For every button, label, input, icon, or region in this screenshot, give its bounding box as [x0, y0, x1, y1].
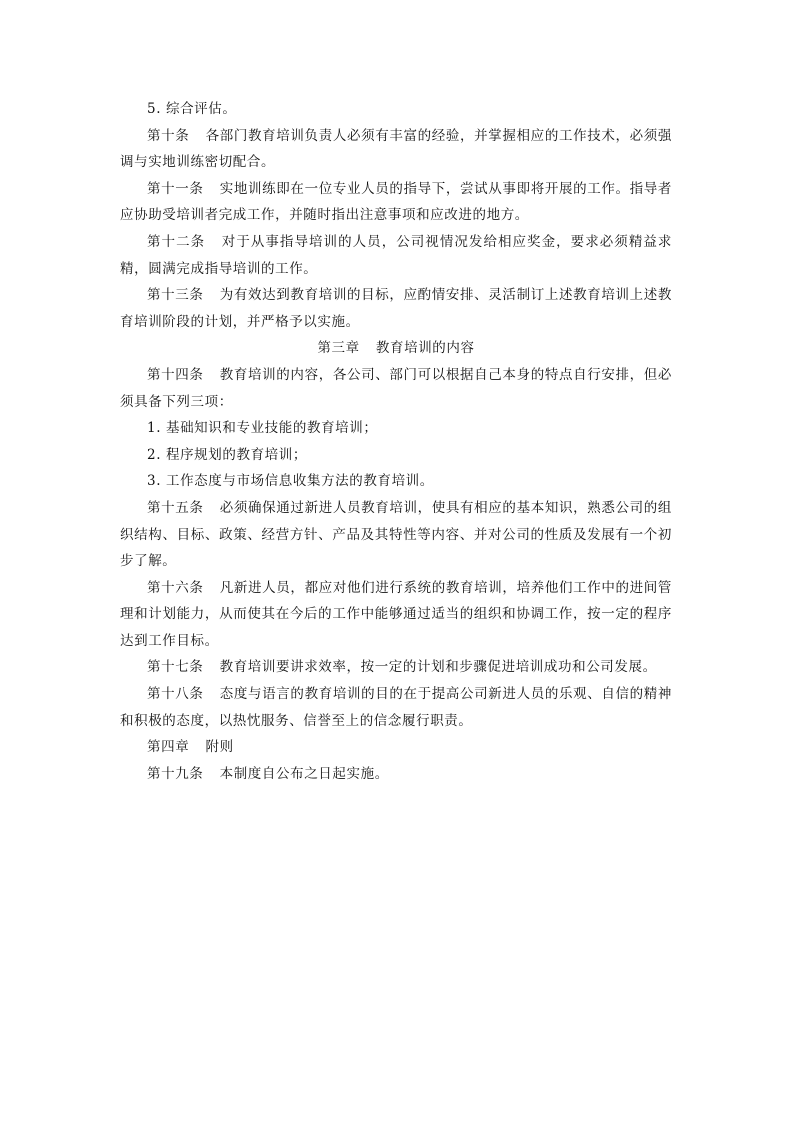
- article-paragraph: [120, 761, 672, 788]
- list-item: [120, 468, 672, 495]
- article-text: 凡新进人员，都应对他们进行系统的教育培训，培养他们工作中的进间管理和计划能力，从而使其在今后的工作中能够通过适当的组织和协调工作，按一定的程序达到工作目标。: [120, 579, 673, 649]
- article-label: 第十条: [147, 127, 190, 144]
- article-text: 各部门教育培训负责人必须有丰富的经验，并掌握相应的工作技术，必须强调与实地训练密切配合。: [120, 127, 672, 171]
- item-text: 1. 基础知识和专业技能的教育培训；: [147, 420, 378, 437]
- article-text: 教育培训的内容，各公司、部门可以根据自己本身的特点自行安排，但必须具备下列三项：: [120, 366, 673, 410]
- article-label: 第十七条: [147, 659, 204, 676]
- article-paragraph: [120, 681, 672, 734]
- chapter-title: 教育培训的内容: [375, 340, 475, 357]
- article-label: 第十九条: [147, 765, 204, 782]
- article-label: 第十五条: [147, 499, 204, 516]
- article-paragraph: [120, 575, 672, 655]
- item-text: 5. 综合评估。: [147, 101, 237, 117]
- article-paragraph: [120, 123, 672, 176]
- document-page: [120, 96, 672, 787]
- list-item: [120, 442, 672, 469]
- article-paragraph: [120, 362, 672, 415]
- article-paragraph: [120, 495, 672, 575]
- article-paragraph: [120, 282, 672, 335]
- article-text: 为有效达到教育培训的目标，应酌情安排、灵活制订上述教育培训上述教育培训阶段的计划，并严格予以实施。: [120, 287, 673, 330]
- article-paragraph: [120, 654, 672, 681]
- article-text: 对于从事指导培训的人员，公司视情况发给相应奖金，要求必须精益求精，圆满完成指导培训的工作。: [120, 233, 672, 277]
- article-text: 必须确保通过新进人员教育培训，使具有相应的基本知识，熟悉公司的组织结构、目标、政策、经营方针、产品及其特性等内容、并对公司的性质及发展有一个初步了解。: [120, 499, 673, 570]
- list-item: [120, 415, 672, 442]
- article-text: 教育培训要讲求效率，按一定的计划和步骤促进培训成功和公司发展。: [219, 659, 657, 676]
- article-text: 实地训练即在一位专业人员的指导下，尝试从事即将开展的工作。指导者应协助受培训者完成工作，并随时指出注意事项和应改进的地方。: [120, 180, 673, 224]
- article-label: 第十八条: [147, 686, 204, 703]
- chapter-label: 第四章: [147, 739, 190, 756]
- chapter-label: 第三章: [317, 340, 360, 357]
- article-label: 第十二条: [147, 233, 206, 250]
- article-label: 第十四条: [147, 366, 204, 383]
- item-text: 2. 程序规划的教育培训；: [147, 446, 307, 463]
- article-label: 第十六条: [147, 579, 204, 596]
- article-label: 第十三条: [147, 287, 204, 304]
- list-item: [120, 96, 672, 123]
- article-text: 态度与语言的教育培训的目的在于提高公司新进人员的乐观、自信的精神和积极的态度，以热忱服务、信誉至上的信念履行职责。: [120, 686, 673, 729]
- chapter-title: 附则: [205, 739, 234, 756]
- article-text: 本制度自公布之日起实施。: [219, 765, 389, 782]
- article-paragraph: [120, 229, 672, 282]
- item-text: 3. 工作态度与市场信息收集方法的教育培训。: [147, 473, 434, 490]
- article-paragraph: [120, 176, 672, 229]
- article-label: 第十一条: [147, 180, 204, 197]
- chapter-heading: [120, 335, 672, 362]
- chapter-heading: [120, 734, 672, 761]
